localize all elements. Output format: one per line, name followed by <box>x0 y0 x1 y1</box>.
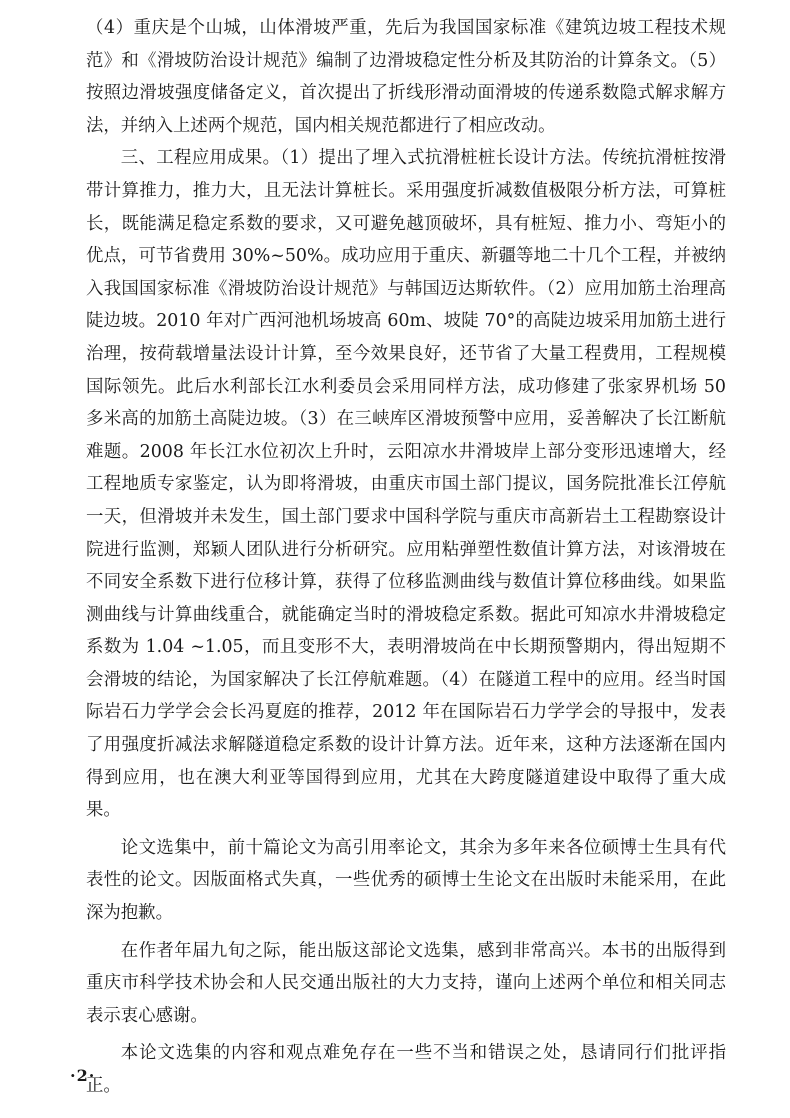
paragraph-acknowledgements: 在作者年届九旬之际，能出版这部论文选集，感到非常高兴。本书的出版得到重庆市科学技术协会和人民交通出版社的大力支持，谨向上述两个单位和相关同志表示衷心感谢。 <box>86 940 726 1026</box>
paragraph-paper-selection: 论文选集中，前十篇论文为高引用率论文，其余为多年来各位硕博士生具有代表性的论文。因版面格式失真，一些优秀的硕博士生论文在出版时未能采用，在此深为抱歉。 <box>86 837 726 924</box>
paragraph-engineering-applications: 三、工程应用成果。（1）提出了埋入式抗滑桩桩长设计方法。传统抗滑桩按滑带计算推力，推力大，且无法计算桩长。采用强度折减数值极限分析方法，可算桩长，既能满足稳定系数的要求，又可避免越顶破坏，具有桩短、推力小、弯矩小的优点，可节省费用 30%~50%。成功应用于重庆、新疆等地二十几个工程，并被纳入我国国家标准《滑坡防治设计规范》与韩国迈达斯软件。（2）应用加筋土治理高陡边坡。2010 年对广西河池机场坡高 60m、坡陡 70°的高陡边坡采用加筋土进行治理，按荷载增量法设计计算，至今效果良好，还节省了大量工程费用，工程规模国际领先。此后水利部长江水利委员会采用同样方法，成功修建了张家界机场 50 多米高的加筋土高陡边坡。（3）在三峡库区滑坡预警中应用，妥善解决了长江断航难题。2008 年长江水位初次上升时，云阳凉水井滑坡岸上部分变形迅速增大，经工程地质专家鉴定，认为即将滑坡，由重庆市国土部门提议，国务院批准长江停航一天，但滑坡并未发生，国土部门要求中国科学院与重庆市高新岩土工程勘察设计院进行监测，郑颖人团队进行分析研究。应用粘弹塑性数值计算方法，对该滑坡在不同安全系数下进行位移计算，获得了位移监测曲线与数值计算位移曲线。如果监测曲线与计算曲线重合，就能确定当时的滑坡稳定系数。据此可知凉水井滑坡稳定系数为 1.04 ~1.05，而且变形不大，表明滑坡尚在中长期预警期内，得出短期不会滑坡的结论，为国家解决了长江停航难题。（4）在隧道工程中的应用。经当时国际岩石力学学会会长冯夏庭的推荐，2012 年在国际岩石力学学会的导报中，发表了用强度折减法求解隧道稳定系数的设计计算方法。近年来，这种方法逐渐在国内得到应用，也在澳大利亚等国得到应用，尤其在大跨度隧道建设中取得了重大成果。 <box>86 148 726 821</box>
paragraph-regulations: （4）重庆是个山城，山体滑坡严重，先后为我国国家标准《建筑边坡工程技术规范》和《滑坡防治设计规范》编制了边滑坡稳定性分析及其防治的计算条文。（5）按照边滑坡强度储备定义，首次提出了折线形滑动面滑坡的传递系数隐式解求解方法，并纳入上述两个规范，国内相关规范都进行了相应改动。 <box>86 18 726 136</box>
document-body <box>86 12 726 1103</box>
page-number: ·2· <box>70 1066 96 1085</box>
paragraph-closing-remark: 本论文选集的内容和观点难免存在一些不当和错误之处，恳请同行们批评指正。 <box>86 1043 726 1096</box>
